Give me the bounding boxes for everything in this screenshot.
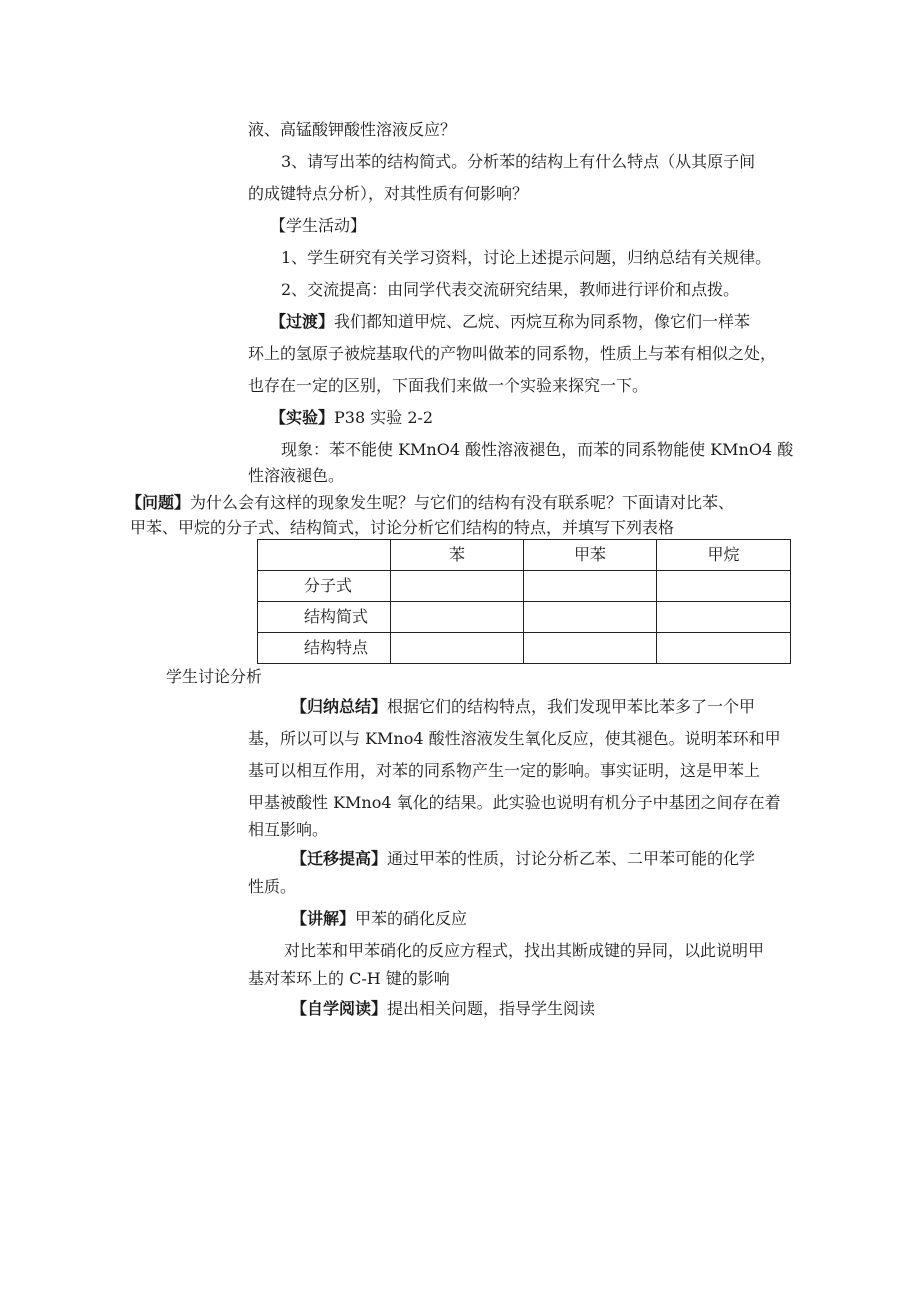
summary-line-4: 甲基被酸性 KMno4 氧化的结果。此实验也说明有机分子中基团之间存在着 xyxy=(248,793,781,812)
question-3-line-1: 3、请写出苯的结构简式。分析苯的结构上有什么特点（从其原子间 xyxy=(281,152,756,171)
activity-item-1: 1、学生研究有关学习资料，讨论上述提示问题，归纳总结有关规律。 xyxy=(281,248,772,267)
experiment-line xyxy=(270,407,433,429)
explain-tag: 【讲解】 xyxy=(291,909,356,928)
phenomenon-line-1: 现象：苯不能使 KMnO4 酸性溶液褪色，而苯的同系物能使 KMnO4 酸 xyxy=(281,440,794,459)
summary-line-2: 基，所以可以与 KMno4 酸性溶液发生氧化反应，使其褪色。说明苯环和甲 xyxy=(248,729,781,748)
summary-text-1: 根据它们的结构特点，我们发现甲苯比苯多了一个甲 xyxy=(387,697,756,716)
summary-tag: 【归纳总结】 xyxy=(291,697,388,716)
table-cell xyxy=(391,633,524,664)
table-row xyxy=(258,602,791,633)
student-activity-heading: 【学生活动】 xyxy=(270,216,367,235)
question-tag: 【问题】 xyxy=(126,493,191,512)
line-1: 液、高锰酸钾酸性溶液反应？ xyxy=(248,120,457,139)
self-study-tag: 【自学阅读】 xyxy=(291,999,388,1018)
experiment-text: P38 实验 2-2 xyxy=(334,408,434,427)
table-cell xyxy=(391,571,524,602)
transfer-tag: 【迁移提高】 xyxy=(291,849,388,868)
transition-line-3: 也存在一定的区别，下面我们来做一个实验来探究一下。 xyxy=(248,376,649,395)
transfer-line-1 xyxy=(291,848,755,870)
table-cell xyxy=(657,633,791,664)
table-header-empty xyxy=(258,540,391,571)
table-cell xyxy=(391,602,524,633)
row-label-structure: 结构简式 xyxy=(258,602,391,633)
question-line-1 xyxy=(126,492,734,514)
summary-line-5: 相互影响。 xyxy=(248,820,329,839)
explain-line xyxy=(291,908,467,930)
comparison-table xyxy=(257,539,791,664)
table-cell xyxy=(657,571,791,602)
row-label-features: 结构特点 xyxy=(258,633,391,664)
summary-line-3: 基可以相互作用，对苯的同系物产生一定的影响。事实证明，这是甲苯上 xyxy=(248,761,761,780)
compare-line-2: 基对苯环上的 C-H 键的影响 xyxy=(248,969,450,988)
question-text-1: 为什么会有这样的现象发生呢？与它们的结构有没有联系呢？下面请对比苯、 xyxy=(190,493,735,512)
self-study-text: 提出相关问题，指导学生阅读 xyxy=(387,999,596,1018)
row-label-formula: 分子式 xyxy=(258,571,391,602)
question-line-2: 甲苯、甲烷的分子式、结构简式，讨论分析它们结构的特点，并填写下列表格 xyxy=(130,518,675,537)
activity-item-2: 2、交流提高：由同学代表交流研究结果，教师进行评价和点拨。 xyxy=(281,280,740,299)
transition-tag: 【过渡】 xyxy=(270,312,335,331)
discussion-label: 学生讨论分析 xyxy=(166,667,263,686)
table-cell xyxy=(524,602,657,633)
transition-text-1: 我们都知道甲烷、乙烷、丙烷互称为同系物，像它们一样苯 xyxy=(334,312,751,331)
phenomenon-line-2: 性溶液褪色。 xyxy=(248,466,345,485)
table-header-benzene: 苯 xyxy=(391,540,524,571)
table-header-methane: 甲烷 xyxy=(657,540,791,571)
question-3-line-2: 的成键特点分析），对其性质有何影响？ xyxy=(248,184,529,203)
experiment-tag: 【实验】 xyxy=(270,408,335,427)
table-row xyxy=(258,633,791,664)
compare-line-1: 对比苯和甲苯硝化的反应方程式，找出其断成键的异同，以此说明甲 xyxy=(284,941,765,960)
transfer-line-2: 性质。 xyxy=(248,877,297,896)
explain-text: 甲苯的硝化反应 xyxy=(355,909,468,928)
table-header-row xyxy=(258,540,791,571)
transfer-text-1: 通过甲苯的性质，讨论分析乙苯、二甲苯可能的化学 xyxy=(387,849,756,868)
table-cell xyxy=(524,571,657,602)
table-cell xyxy=(524,633,657,664)
table-cell xyxy=(657,602,791,633)
table-row xyxy=(258,571,791,602)
self-study-line xyxy=(291,998,595,1020)
table-header-toluene: 甲苯 xyxy=(524,540,657,571)
transition-line-1 xyxy=(270,311,750,333)
transition-line-2: 环上的氢原子被烷基取代的产物叫做苯的同系物，性质上与苯有相似之处， xyxy=(248,344,777,363)
summary-line-1 xyxy=(291,696,755,718)
